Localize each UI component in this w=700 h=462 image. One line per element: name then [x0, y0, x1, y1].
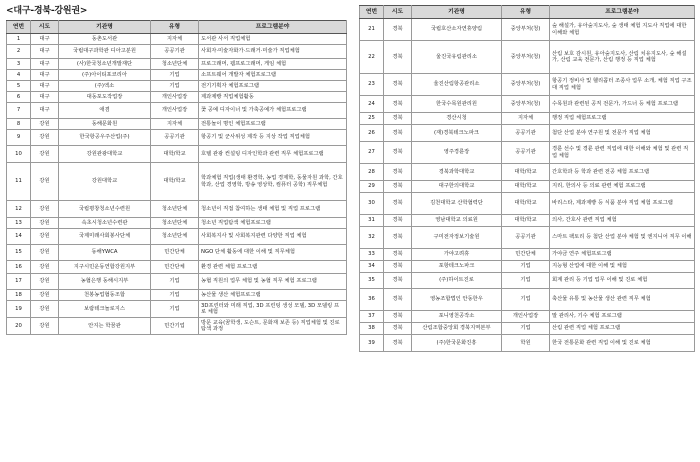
cell-no: 16	[7, 261, 31, 274]
cell-type: 청소년단체	[151, 201, 199, 218]
cell-region: 강원	[31, 274, 59, 290]
cell-type: 개인사업장	[151, 103, 199, 119]
cell-program: 경륜 선수 및 경륜 관련 직업에 대한 이해와 체험 및 관련 직업 체험	[550, 142, 695, 164]
cell-region: 강원	[31, 318, 59, 335]
cell-program: 행정 직업 체험프로그램	[550, 113, 695, 125]
cell-region: 강원	[31, 229, 59, 245]
cell-no: 25	[360, 113, 384, 125]
cell-region: 경북	[384, 125, 412, 142]
cell-region: 경북	[384, 249, 412, 261]
cell-type: 중앙부처(청)	[502, 41, 550, 74]
cell-region: 경북	[384, 273, 412, 289]
cell-program: 수목원과 관련된 공직 전문가, 가드너 등 체험 프로그램	[550, 96, 695, 113]
cell-type: 민간기업	[151, 318, 199, 335]
cell-institution: 산림조합중앙회 경북지역본부	[412, 323, 502, 335]
cell-institution: 국립평창청소년수련원	[59, 201, 151, 218]
left-table-body	[7, 34, 347, 335]
cell-type: 학원	[502, 335, 550, 352]
cell-type: 지자체	[151, 119, 199, 130]
cell-type: 기업	[151, 290, 199, 301]
table-row	[7, 130, 347, 146]
cell-institution: 국립대구과학관 디아고분원	[59, 45, 151, 59]
cell-institution: 영농조합법인 안동한우	[412, 289, 502, 311]
cell-program: 항공기 정비사 및 헬리콥터 조종사 업무 소개, 체험 직업 구조대 직업 체험	[550, 74, 695, 96]
cell-program: 프로그래머, 웹프로그래머, 게임 체험	[199, 59, 347, 70]
cell-institution: 한국수목원관리원	[412, 96, 502, 113]
cell-institution: (주)아이티포코리아	[59, 70, 151, 81]
cell-no: 35	[360, 273, 384, 289]
cell-program: 숲 해설가, 유아숲지도사, 숲 생태 체험 지도사 직업에 대한 이해와 체험	[550, 19, 695, 41]
cell-program: 축산물 유통 및 농산물 생산 관련 직무 체험	[550, 289, 695, 311]
cell-institution: (사)한국청소년개발재단	[59, 59, 151, 70]
header-institution: 기관명	[59, 21, 151, 34]
table-row	[7, 146, 347, 163]
cell-program: 산림 관련 직업 체험 프로그램	[550, 323, 695, 335]
cell-no: 20	[7, 318, 31, 335]
cell-institution: 애겸	[59, 103, 151, 119]
cell-type: 기업	[502, 273, 550, 289]
cell-no: 5	[7, 81, 31, 92]
cell-program: 호텔 관광 컨설팅 디자인학과 관련 직무 체험프로그램	[199, 146, 347, 163]
table-row	[360, 215, 695, 227]
cell-type: 중앙부처(청)	[502, 19, 550, 41]
cell-type: 대학/학교	[502, 215, 550, 227]
cell-no: 1	[7, 34, 31, 45]
cell-region: 경북	[384, 164, 412, 181]
cell-type: 민간단체	[502, 249, 550, 261]
cell-no: 24	[360, 96, 384, 113]
cell-program: 한국 전통문화 관련 직업 이해 및 진로 체험	[550, 335, 695, 352]
cell-no: 10	[7, 146, 31, 163]
table-row	[7, 218, 347, 229]
cell-program: 청소년 직업탐색 체험프로그램	[199, 218, 347, 229]
cell-type: 개인사업장	[151, 92, 199, 103]
cell-institution: 천봉농업협동조합	[59, 290, 151, 301]
cell-institution: 경북과학대학교	[412, 164, 502, 181]
cell-institution: (주)한국문화진흥	[412, 335, 502, 352]
cell-no: 28	[360, 164, 384, 181]
cell-region: 경북	[384, 215, 412, 227]
cell-region: 경북	[384, 41, 412, 74]
cell-institution: 농협은행 동해시지부	[59, 274, 151, 290]
cell-no: 9	[7, 130, 31, 146]
cell-institution: 울진산림항공관리소	[412, 74, 502, 96]
cell-region: 강원	[31, 130, 59, 146]
table-row	[360, 273, 695, 289]
page-title: <대구-경북-강원권>	[6, 6, 88, 16]
table-row	[360, 335, 695, 352]
cell-institution: 울진국유림관리소	[412, 41, 502, 74]
cell-program: 도서관 사서 직업체험	[199, 34, 347, 45]
cell-no: 3	[7, 59, 31, 70]
table-row	[360, 181, 695, 193]
left-program-table	[6, 20, 347, 335]
cell-institution: 대구한의대학교	[412, 181, 502, 193]
cell-no: 7	[7, 103, 31, 119]
cell-no: 2	[7, 45, 31, 59]
cell-program: 바리스타, 제과제빵 등 식품 분야 직업 체험 프로그램	[550, 193, 695, 215]
table-row	[7, 103, 347, 119]
cell-institution: 동해YWCA	[59, 245, 151, 261]
cell-institution: 속초시청소년수련관	[59, 218, 151, 229]
cell-no: 32	[360, 227, 384, 249]
cell-region: 대구	[31, 59, 59, 70]
cell-institution: 가야고려휴	[412, 249, 502, 261]
cell-program: 전통놀이 명인 체험프로그램	[199, 119, 347, 130]
cell-no: 27	[360, 142, 384, 164]
table-row	[360, 113, 695, 125]
cell-no: 23	[360, 74, 384, 96]
table-row	[7, 92, 347, 103]
cell-no: 29	[360, 181, 384, 193]
cell-no: 6	[7, 92, 31, 103]
header-institution: 기관명	[412, 6, 502, 19]
cell-region: 대구	[31, 34, 59, 45]
table-row	[7, 290, 347, 301]
cell-type: 청소년단체	[151, 59, 199, 70]
table-row	[360, 323, 695, 335]
table-row	[360, 74, 695, 96]
table-row	[7, 70, 347, 81]
cell-program: 학과체험 직업(생태 환경학, 농업 경제학, 동물자원 과학, 간호학과, 산업 경영학, 방송 영상학, 컴퓨터 공학) 직무체험	[199, 163, 347, 201]
cell-type: 공공기관	[502, 227, 550, 249]
cell-region: 강원	[31, 163, 59, 201]
cell-institution: 강원관광대학교	[59, 146, 151, 163]
cell-program: 청소년이 직접 참여하는 생태 체험 및 직업 프로그램	[199, 201, 347, 218]
cell-region: 강원	[31, 261, 59, 274]
cell-institution: 동촌도서관	[59, 34, 151, 45]
cell-no: 13	[7, 218, 31, 229]
header-region: 시도	[31, 21, 59, 34]
cell-no: 18	[7, 290, 31, 301]
cell-type: 기업	[151, 274, 199, 290]
cell-institution: (주)엑소	[59, 81, 151, 92]
table-row	[7, 34, 347, 45]
cell-type: 중앙부처(청)	[502, 96, 550, 113]
cell-institution: 강원대학교	[59, 163, 151, 201]
cell-no: 34	[360, 261, 384, 273]
cell-region: 경북	[384, 289, 412, 311]
cell-no: 12	[7, 201, 31, 218]
cell-region: 대구	[31, 70, 59, 81]
cell-no: 26	[360, 125, 384, 142]
cell-institution: 경산시청	[412, 113, 502, 125]
cell-type: 민간단체	[151, 261, 199, 274]
cell-region: 경북	[384, 193, 412, 215]
cell-region: 경북	[384, 96, 412, 113]
cell-program: NGO 단체 활동에 대한 이해 및 직무체험	[199, 245, 347, 261]
cell-no: 30	[360, 193, 384, 215]
cell-type: 대학/학교	[502, 193, 550, 215]
cell-no: 19	[7, 301, 31, 318]
header-no: 연번	[360, 6, 384, 19]
cell-type: 민간단체	[151, 245, 199, 261]
cell-region: 경북	[384, 323, 412, 335]
cell-region: 경북	[384, 74, 412, 96]
cell-region: 강원	[31, 218, 59, 229]
cell-region: 강원	[31, 146, 59, 163]
table-row	[7, 163, 347, 201]
cell-program: 전기기획자 체험프로그램	[199, 81, 347, 92]
cell-program: 꽃 공예 디자이너 및 가축공예가 체험프로그램	[199, 103, 347, 119]
cell-program: 의사, 간호사 관련 직업 체험	[550, 215, 695, 227]
table-row	[360, 249, 695, 261]
cell-type: 대학/학교	[151, 146, 199, 163]
cell-program: 말 관리사, 기수 체험 프로그램	[550, 311, 695, 323]
cell-type: 대학/학교	[502, 164, 550, 181]
table-row	[7, 81, 347, 92]
cell-region: 대구	[31, 45, 59, 59]
cell-program: 소프트웨어 개발자 체험프로그램	[199, 70, 347, 81]
cell-no: 22	[360, 41, 384, 74]
cell-region: 경북	[384, 181, 412, 193]
cell-type: 기업	[502, 289, 550, 311]
cell-program: 사회복지사 및 사회복지관련 다양한 직업 체험	[199, 229, 347, 245]
cell-region: 대구	[31, 92, 59, 103]
table-row	[7, 274, 347, 290]
cell-institution: 포항테크노파크	[412, 261, 502, 273]
cell-institution: 대동포도작업장	[59, 92, 151, 103]
cell-program: 산림 보호 감시원, 유아숲지도사, 산림 치유지도사, 숲 해설가, 산림 교육 전문가, 산림 행정 등 직업 체험	[550, 41, 695, 74]
cell-region: 강원	[31, 245, 59, 261]
cell-region: 강원	[31, 201, 59, 218]
table-row	[360, 261, 695, 273]
table-row	[360, 96, 695, 113]
cell-type: 기업	[151, 70, 199, 81]
cell-no: 31	[360, 215, 384, 227]
cell-no: 33	[360, 249, 384, 261]
table-row	[360, 41, 695, 74]
cell-type: 기업	[151, 301, 199, 318]
header-type: 유형	[502, 6, 550, 19]
cell-program: 농산물 생산 체험프로그램	[199, 290, 347, 301]
table-row	[7, 119, 347, 130]
cell-type: 지자체	[502, 113, 550, 125]
cell-region: 강원	[31, 301, 59, 318]
table-row	[7, 301, 347, 318]
table-row	[7, 201, 347, 218]
left-table-header-row	[7, 21, 347, 34]
header-type: 유형	[151, 21, 199, 34]
cell-region: 경북	[384, 311, 412, 323]
cell-institution: 안지는 학꿈관	[59, 318, 151, 335]
cell-region: 대구	[31, 103, 59, 119]
table-row	[360, 19, 695, 41]
cell-type: 공공기관	[502, 125, 550, 142]
cell-type: 개인사업장	[502, 311, 550, 323]
cell-no: 37	[360, 311, 384, 323]
cell-region: 강원	[31, 119, 59, 130]
cell-type: 기업	[502, 323, 550, 335]
cell-program: 제과제빵 직업체험활동	[199, 92, 347, 103]
table-row	[7, 318, 347, 335]
cell-institution: 국립호산소자연휴양림	[412, 19, 502, 41]
cell-program: 항공기 및 군사위성 제작 등 지상 작업 직업체험	[199, 130, 347, 146]
cell-institution: 포니영천공작소	[412, 311, 502, 323]
cell-region: 경북	[384, 113, 412, 125]
cell-no: 17	[7, 274, 31, 290]
table-row	[7, 229, 347, 245]
cell-program: 첨단 산업 분야 연구원 및 전문가 직업 체험	[550, 125, 695, 142]
header-program: 프로그램분야	[550, 6, 695, 19]
cell-no: 4	[7, 70, 31, 81]
cell-type: 기업	[151, 81, 199, 92]
cell-program: 회계 관리 등 기업 업무 이해 및 진로 체험	[550, 273, 695, 289]
cell-institution: 보람테크놀로지스	[59, 301, 151, 318]
table-row	[360, 289, 695, 311]
cell-region: 대구	[31, 81, 59, 92]
cell-type: 기업	[502, 261, 550, 273]
table-row	[360, 227, 695, 249]
cell-program: 지능형 산업에 대한 이해 및 체험	[550, 261, 695, 273]
cell-program: 가야금 연주 체험프로그램	[550, 249, 695, 261]
cell-type: 공공기관	[502, 142, 550, 164]
cell-no: 11	[7, 163, 31, 201]
cell-no: 36	[360, 289, 384, 311]
cell-institution: 영남대학교 의료원	[412, 215, 502, 227]
right-program-table	[359, 5, 695, 352]
cell-region: 경북	[384, 261, 412, 273]
table-row	[360, 164, 695, 181]
cell-program: 3D프린터와 미래 직업, 3D 프린팅 생성 모델, 3D 모델링 프로 체험	[199, 301, 347, 318]
cell-program: 환경 관련 체험 프로그램	[199, 261, 347, 274]
cell-type: 청소년단체	[151, 229, 199, 245]
header-program: 프로그램분야	[199, 21, 347, 34]
table-row	[360, 125, 695, 142]
right-table-header-row	[360, 6, 695, 19]
cell-institution: 국제미래사회봉사단체	[59, 229, 151, 245]
cell-program: 지리, 한의사 등 의료 관련 체험 프로그램	[550, 181, 695, 193]
cell-program: 방문 교육(꿈학생, 도슨트, 문화재 보존 등) 직업체험 및 진로탐색 과정	[199, 318, 347, 335]
cell-region: 경북	[384, 19, 412, 41]
cell-no: 21	[360, 19, 384, 41]
cell-no: 8	[7, 119, 31, 130]
table-row	[360, 193, 695, 215]
cell-type: 공공기관	[151, 45, 199, 59]
cell-type: 지자체	[151, 34, 199, 45]
cell-type: 대학/학교	[151, 163, 199, 201]
table-row	[360, 311, 695, 323]
cell-institution: 지구시민운동연합강원지부	[59, 261, 151, 274]
cell-program: 농협 직원의 업무 체험 및 농협 직무 체험 프로그램	[199, 274, 347, 290]
cell-institution: 동해문화원	[59, 119, 151, 130]
table-row	[7, 245, 347, 261]
table-row	[7, 45, 347, 59]
cell-region: 강원	[31, 290, 59, 301]
cell-no: 14	[7, 229, 31, 245]
cell-program: 간호학과 등 학과 관련 전공 체험 프로그램	[550, 164, 695, 181]
cell-type: 대학/학교	[502, 181, 550, 193]
table-row	[360, 142, 695, 164]
cell-institution: 구미전자정보기술원	[412, 227, 502, 249]
header-no: 연번	[7, 21, 31, 34]
right-table-body	[360, 19, 695, 352]
cell-program: 스마트 팩토리 등 첨단 산업 분야 체험 및 엔지니어 직무 이해	[550, 227, 695, 249]
cell-region: 경북	[384, 227, 412, 249]
cell-no: 39	[360, 335, 384, 352]
cell-no: 38	[360, 323, 384, 335]
cell-region: 경북	[384, 335, 412, 352]
table-row	[7, 59, 347, 70]
cell-type: 청소년단체	[151, 218, 199, 229]
cell-no: 15	[7, 245, 31, 261]
cell-institution: 김천대학교 산학협력단	[412, 193, 502, 215]
cell-region: 경북	[384, 142, 412, 164]
cell-institution: (주)하이트진로	[412, 273, 502, 289]
cell-institution: (재)경북테크노파크	[412, 125, 502, 142]
table-row	[7, 261, 347, 274]
cell-type: 중앙부처(청)	[502, 74, 550, 96]
cell-type: 공공기관	[151, 130, 199, 146]
header-region: 시도	[384, 6, 412, 19]
cell-program: 사회자·미술자화가·드래거·미술가 직업체험	[199, 45, 347, 59]
cell-institution: 한국항공우주산업(주)	[59, 130, 151, 146]
cell-institution: 영주경륜장	[412, 142, 502, 164]
